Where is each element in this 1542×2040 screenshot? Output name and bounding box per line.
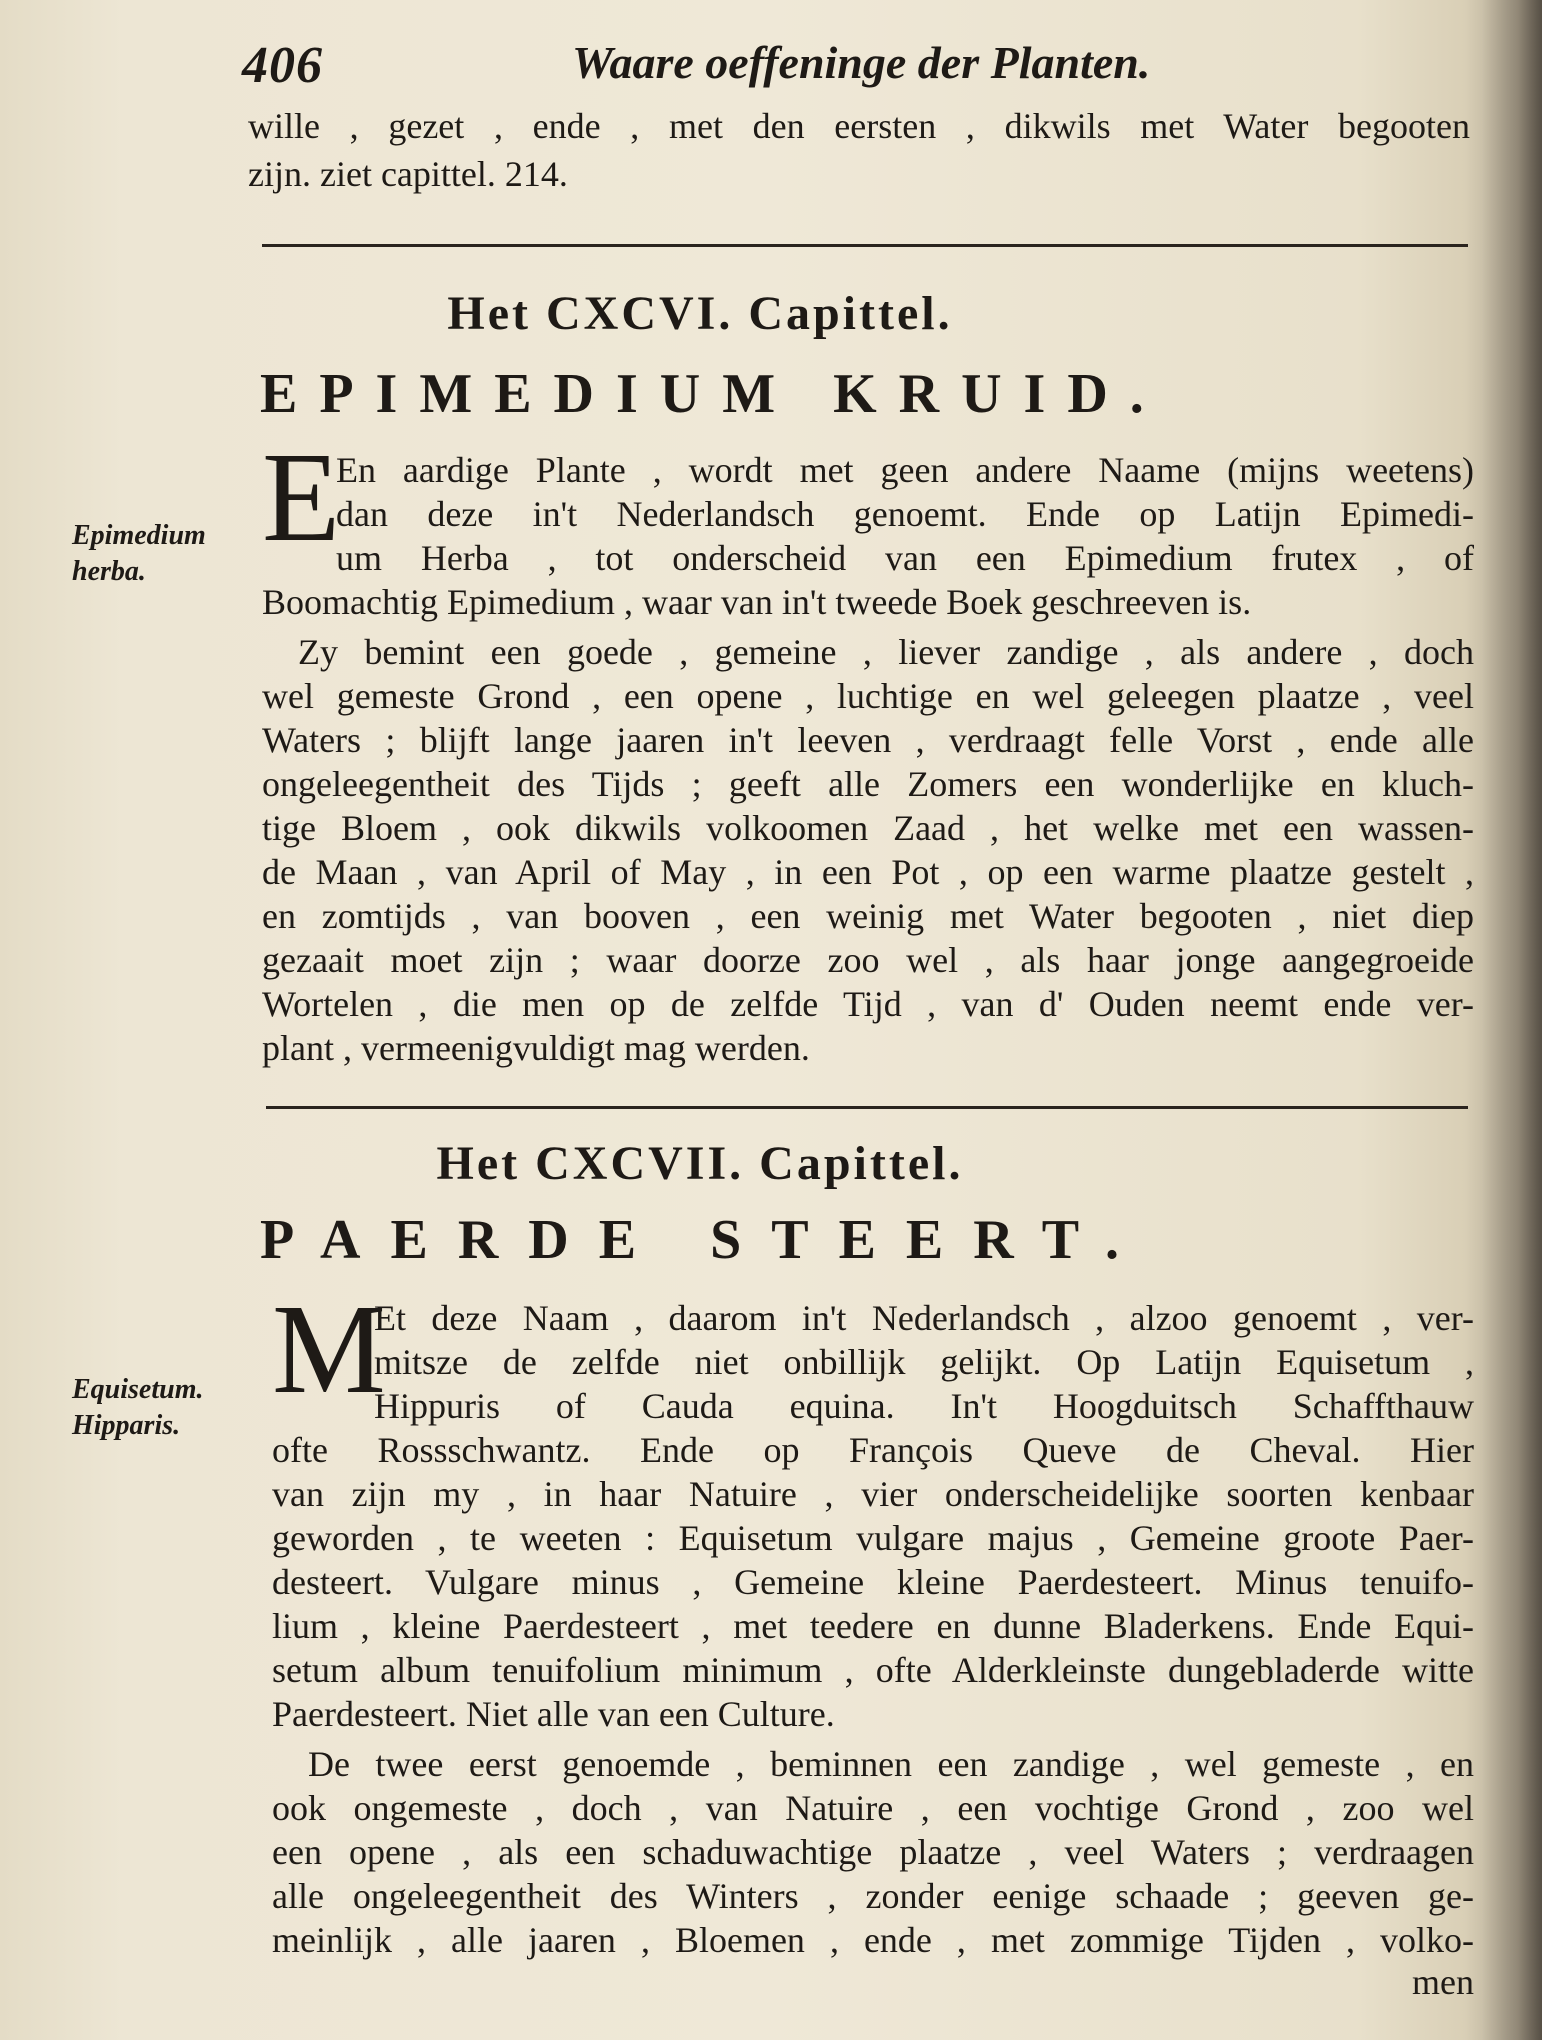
margin-note-line: Epimedium	[72, 520, 206, 551]
chapter-title: PAERDE STEERT.	[260, 1209, 1149, 1271]
text-line: Wortelen , die men op de zelfde Tijd , van d' Ouden neemt ende ver-	[262, 984, 1474, 1024]
text-line: meinlijk , alle jaaren , Bloemen , ende , met zommige Tijden , volko-	[272, 1920, 1474, 1960]
divider	[266, 1106, 1468, 1109]
text-line: Hippuris of Cauda equina. In't Hoogduitsch Schaffthauw	[374, 1386, 1474, 1426]
text-line: En aardige Plante , wordt met geen andere Naame (mijns weetens)	[336, 450, 1474, 490]
divider	[262, 244, 1468, 247]
chapter1-body	[262, 448, 1474, 1068]
running-head	[242, 32, 1222, 102]
text-line: Et deze Naam , daarom in't Nederlandsch , alzoo genoemt , ver-	[374, 1298, 1474, 1338]
chapter2-body	[272, 1278, 1474, 1976]
text-line: setum album tenuifolium minimum , ofte Alderkleinste dungebladerde witte	[272, 1650, 1474, 1690]
chapter-heading: Het CXCVII. Capittel.	[436, 1137, 964, 1190]
margin-note	[72, 1372, 203, 1444]
text-line: en zomtijds , van booven , een weinig met Water begooten , niet diep	[262, 896, 1474, 936]
text-line: geworden , te weeten : Equisetum vulgare majus , Gemeine groote Paer-	[272, 1518, 1474, 1558]
margin-note-line: Hipparis.	[72, 1410, 181, 1441]
text-line: mitsze de zelfde niet onbillijk gelijkt. Op Latijn Equisetum ,	[374, 1342, 1474, 1382]
text-line: um Herba , tot onderscheid van een Epimedium frutex , of	[336, 538, 1474, 578]
text-line: wel gemeste Grond , een opene , luchtige en wel geleegen plaatze , veel	[262, 676, 1474, 716]
drop-cap: M	[272, 1278, 386, 1420]
chapter-heading: Het CXCVI. Capittel.	[447, 287, 953, 340]
text-line: Zy bemint een goede , gemeine , liever zandige , als andere , doch	[298, 632, 1474, 672]
text-line: De twee eerst genoemde , beminnen een zandige , wel gemeste , en	[308, 1744, 1474, 1784]
catchword: men	[1412, 1962, 1474, 2002]
text-line: zijn. ziet capittel. 214.	[248, 154, 568, 194]
text-line: een opene , als een schaduwachtige plaatze , veel Waters ; verdraagen	[272, 1832, 1474, 1872]
text-line: wille , gezet , ende , met den eersten , dikwils met Water begooten	[248, 106, 1470, 146]
margin-note-line: Equisetum.	[72, 1374, 204, 1405]
text-line: desteert. Vulgare minus , Gemeine kleine Paerdesteert. Minus tenuifo-	[272, 1562, 1474, 1602]
page-gutter-shadow	[1482, 0, 1542, 2040]
text-line: plant , vermeenigvuldigt mag werden.	[262, 1028, 810, 1068]
margin-note-line: herba.	[72, 556, 146, 587]
running-title: Waare oeffeninge der Planten.	[572, 37, 1151, 88]
margin-note	[72, 518, 206, 590]
text-line: Boomachtig Epimedium , waar van in't tweede Boek geschreeven is.	[262, 582, 1252, 622]
text-line: ofte Rossschwantz. Ende op François Queve de Cheval. Hier	[272, 1430, 1474, 1470]
text-line: dan deze in't Nederlandsch genoemt. Ende op Latijn Epimedi-	[336, 494, 1474, 534]
text-line: tige Bloem , ook dikwils volkoomen Zaad , het welke met een wassen-	[262, 808, 1474, 848]
text-line: alle ongeleegentheit des Winters , zonder eenige schaade ; geeven ge-	[272, 1876, 1474, 1916]
text-line: de Maan , van April of May , in een Pot , op een warme plaatze gestelt ,	[262, 852, 1474, 892]
drop-cap: E	[262, 426, 341, 568]
text-line: ook ongemeste , doch , van Natuire , een vochtige Grond , zoo wel	[272, 1788, 1474, 1828]
text-line: Paerdesteert. Niet alle van een Culture.	[272, 1694, 835, 1734]
text-line: ongeleegentheit des Tijds ; geeft alle Zomers een wonderlijke en kluch-	[262, 764, 1474, 804]
page-number: 406	[242, 37, 323, 94]
chapter-title: EPIMEDIUM KRUID.	[260, 363, 1166, 425]
intro-text	[248, 104, 1470, 196]
text-line: lium , kleine Paerdesteert , met teedere en dunne Bladerkens. Ende Equi-	[272, 1606, 1474, 1646]
text-line: van zijn my , in haar Natuire , vier onderscheidelijke soorten kenbaar	[272, 1474, 1474, 1514]
text-line: Waters ; blijft lange jaaren in't leeven , verdraagt felle Vorst , ende alle	[262, 720, 1474, 760]
text-line: gezaait moet zijn ; waar doorze zoo wel , als haar jonge aangegroeide	[262, 940, 1474, 980]
